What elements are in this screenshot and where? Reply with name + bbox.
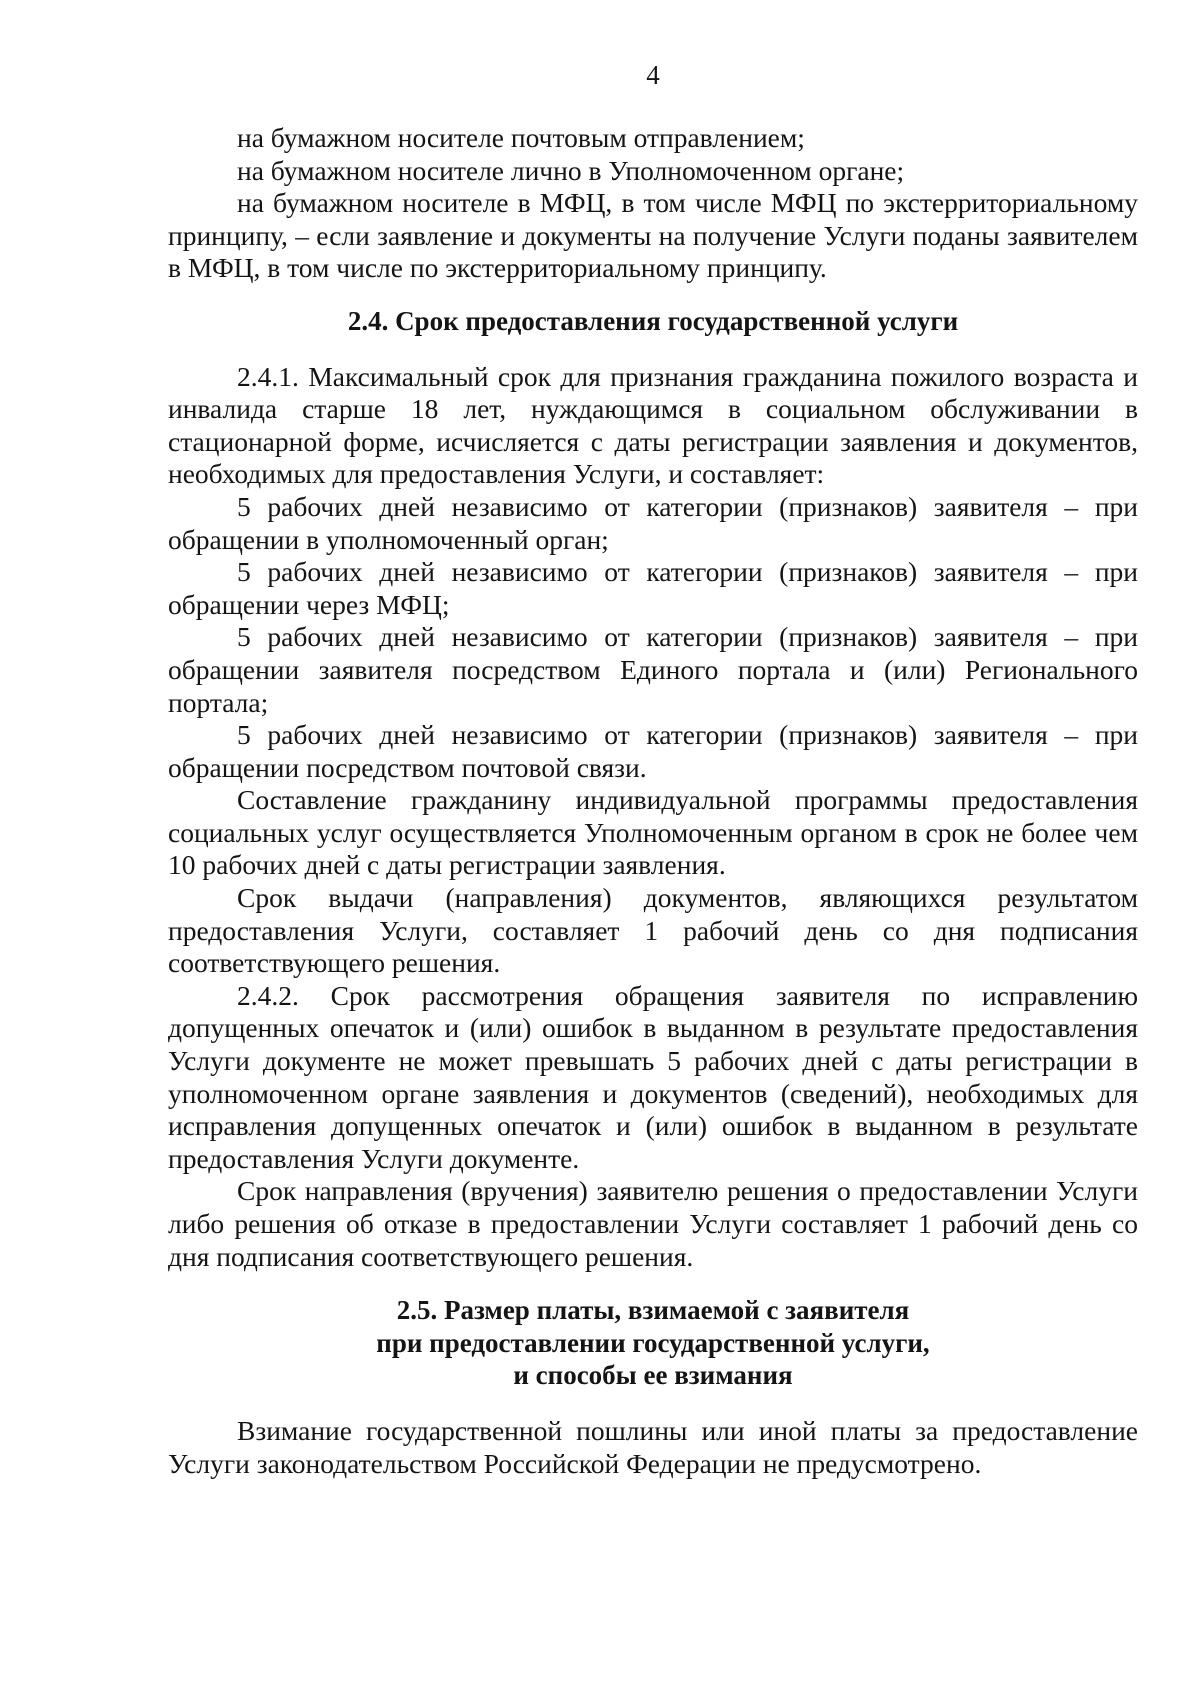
section-heading-2-5-line-3: и способы ее взимания	[513, 1360, 793, 1391]
page-number: 4	[646, 60, 660, 90]
paragraph-delivery-mail: на бумажном носителе почтовым отправлением;	[237, 122, 805, 153]
section-heading-2-5-line-1: 2.5. Размер платы, взимаемой с заявителя	[396, 1295, 910, 1326]
paragraph-fee: Взимание государственной пошлины или иной платы за предоставление Услуги законодательством Российской Федерации не предусмотрено.	[168, 1414, 1138, 1479]
paragraph-issue-term: Срок выдачи (направления) документов, являющихся результатом предоставления Услуги, составляет 1 рабочий день со дня подписания соответствующего решения.	[168, 882, 1138, 979]
section-heading-2-4: 2.4. Срок предоставления государственной услуги	[347, 305, 959, 336]
paragraph-term-portal: 5 рабочих дней независимо от категории (признаков) заявителя – при обращении заявителя посредством Единого портала и (или) Регионального портала;	[168, 621, 1138, 718]
document-page	[168, 60, 1138, 1660]
paragraph-term-authorized-body: 5 рабочих дней независимо от категории (признаков) заявителя – при обращении в уполномоченный орган;	[168, 490, 1138, 555]
paragraph-2-4-1: 2.4.1. Максимальный срок для признания гражданина пожилого возраста и инвалида старше 18 лет, нуждающимся в социальном обслуживании в стационарной форме, исчисляется с даты регистрации заявления и документов, необходимых для предоставления Услуги, и составляет:	[168, 360, 1138, 490]
section-heading-2-5	[168, 1294, 1138, 1392]
paragraph-2-4-2: 2.4.2. Срок рассмотрения обращения заявителя по исправлению допущенных опечаток и (или) ошибок в выданном в результате предоставления Услуги документе не может превышать 5 рабочих дней с даты регистрации в уполномоченном органе заявления и документов (сведений), необходимых для исправления допущенных опечаток и (или) ошибок в выданном в результате предоставления Услуги документе.	[168, 979, 1138, 1174]
paragraph-term-post: 5 рабочих дней независимо от категории (признаков) заявителя – при обращении посредством почтовой связи.	[168, 719, 1138, 783]
paragraph-delivery-in-person: на бумажном носителе лично в Уполномоченном органе;	[237, 154, 905, 186]
paragraph-term-mfc: 5 рабочих дней независимо от категории (признаков) заявителя – при обращении через МФЦ;	[168, 556, 1138, 620]
paragraph-decision-term: Срок направления (вручения) заявителю решения о предоставлении Услуги либо решения об отказе в предоставлении Услуги составляет 1 рабочий день со дня подписания соответствующего решения.	[168, 1175, 1138, 1272]
paragraph-individual-program: Составление гражданину индивидуальной программы предоставления социальных услуг осуществляется Уполномоченным органом в срок не более чем 10 рабочих дней с даты регистрации заявления.	[168, 784, 1138, 881]
paragraph-delivery-mfc: на бумажном носителе в МФЦ, в том числе МФЦ по экстерриториальному принципу, – если заявление и документы на получение Услуги поданы заявителем в МФЦ, в том числе по экстерриториальному принципу.	[168, 187, 1138, 284]
section-heading-2-5-line-2: при предоставлении государственной услуги,	[376, 1327, 930, 1358]
